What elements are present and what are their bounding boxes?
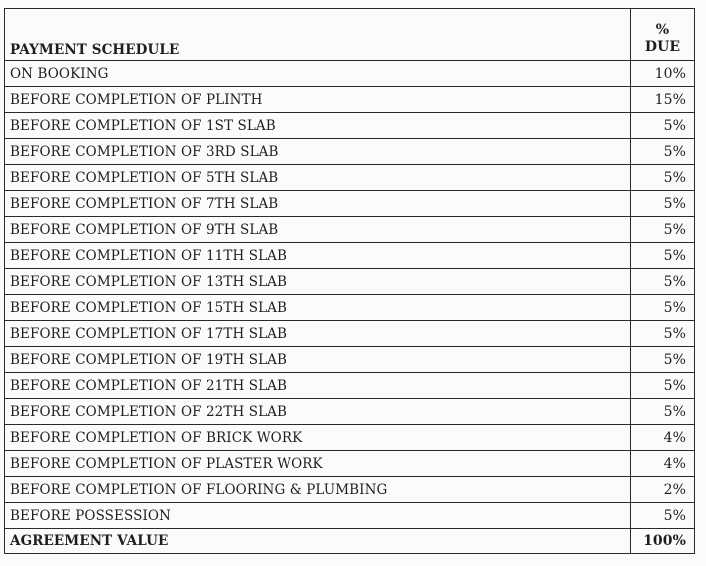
table-row [5, 295, 695, 321]
due-cell: 4% [631, 451, 695, 477]
table-header-row [5, 9, 695, 61]
table-row [5, 321, 695, 347]
due-cell: 5% [631, 399, 695, 425]
due-cell: 4% [631, 425, 695, 451]
header-due-label: DUE [644, 39, 681, 55]
table-row [5, 503, 695, 529]
due-cell: 5% [631, 269, 695, 295]
table-row [5, 165, 695, 191]
payment-schedule-body [5, 9, 695, 554]
table-row [5, 139, 695, 165]
stage-cell: BEFORE COMPLETION OF 17TH SLAB [5, 321, 631, 347]
table-total-row [5, 529, 695, 554]
due-cell: 2% [631, 477, 695, 503]
payment-schedule-table [4, 8, 695, 554]
due-cell: 5% [631, 217, 695, 243]
table-row [5, 87, 695, 113]
due-cell: 5% [631, 165, 695, 191]
table-row [5, 477, 695, 503]
due-cell: 15% [631, 87, 695, 113]
due-cell: 5% [631, 503, 695, 529]
table-row [5, 191, 695, 217]
stage-cell: BEFORE COMPLETION OF PLASTER WORK [5, 451, 631, 477]
table-row [5, 61, 695, 87]
table-row [5, 269, 695, 295]
stage-cell: BEFORE COMPLETION OF FLOORING & PLUMBING [5, 477, 631, 503]
due-cell: 5% [631, 321, 695, 347]
due-cell: 5% [631, 347, 695, 373]
stage-cell: BEFORE COMPLETION OF 11TH SLAB [5, 243, 631, 269]
due-cell: 5% [631, 373, 695, 399]
stage-cell: BEFORE COMPLETION OF 13TH SLAB [5, 269, 631, 295]
stage-cell: BEFORE COMPLETION OF 9TH SLAB [5, 217, 631, 243]
due-cell: 5% [631, 139, 695, 165]
stage-cell: BEFORE COMPLETION OF 1ST SLAB [5, 113, 631, 139]
due-cell: 5% [631, 243, 695, 269]
stage-cell: BEFORE COMPLETION OF 7TH SLAB [5, 191, 631, 217]
table-row [5, 243, 695, 269]
header-percent-due [631, 9, 695, 61]
stage-cell: BEFORE COMPLETION OF PLINTH [5, 87, 631, 113]
stage-cell: BEFORE COMPLETION OF 19TH SLAB [5, 347, 631, 373]
table-row [5, 113, 695, 139]
agreement-value-label: AGREEMENT VALUE [5, 529, 631, 554]
stage-cell: ON BOOKING [5, 61, 631, 87]
stage-cell: BEFORE COMPLETION OF 3RD SLAB [5, 139, 631, 165]
stage-cell: BEFORE COMPLETION OF 22TH SLAB [5, 399, 631, 425]
due-cell: 5% [631, 295, 695, 321]
table-row [5, 451, 695, 477]
stage-cell: BEFORE POSSESSION [5, 503, 631, 529]
due-cell: 5% [631, 113, 695, 139]
stage-cell: BEFORE COMPLETION OF 21TH SLAB [5, 373, 631, 399]
header-percent-symbol: % [655, 22, 670, 38]
table-row [5, 373, 695, 399]
stage-cell: BEFORE COMPLETION OF 5TH SLAB [5, 165, 631, 191]
table-row [5, 425, 695, 451]
table-row [5, 399, 695, 425]
header-payment-schedule: PAYMENT SCHEDULE [5, 9, 631, 61]
stage-cell: BEFORE COMPLETION OF 15TH SLAB [5, 295, 631, 321]
due-cell: 5% [631, 191, 695, 217]
agreement-value-due: 100% [631, 529, 695, 554]
stage-cell: BEFORE COMPLETION OF BRICK WORK [5, 425, 631, 451]
table-row [5, 217, 695, 243]
table-row [5, 347, 695, 373]
due-cell: 10% [631, 61, 695, 87]
